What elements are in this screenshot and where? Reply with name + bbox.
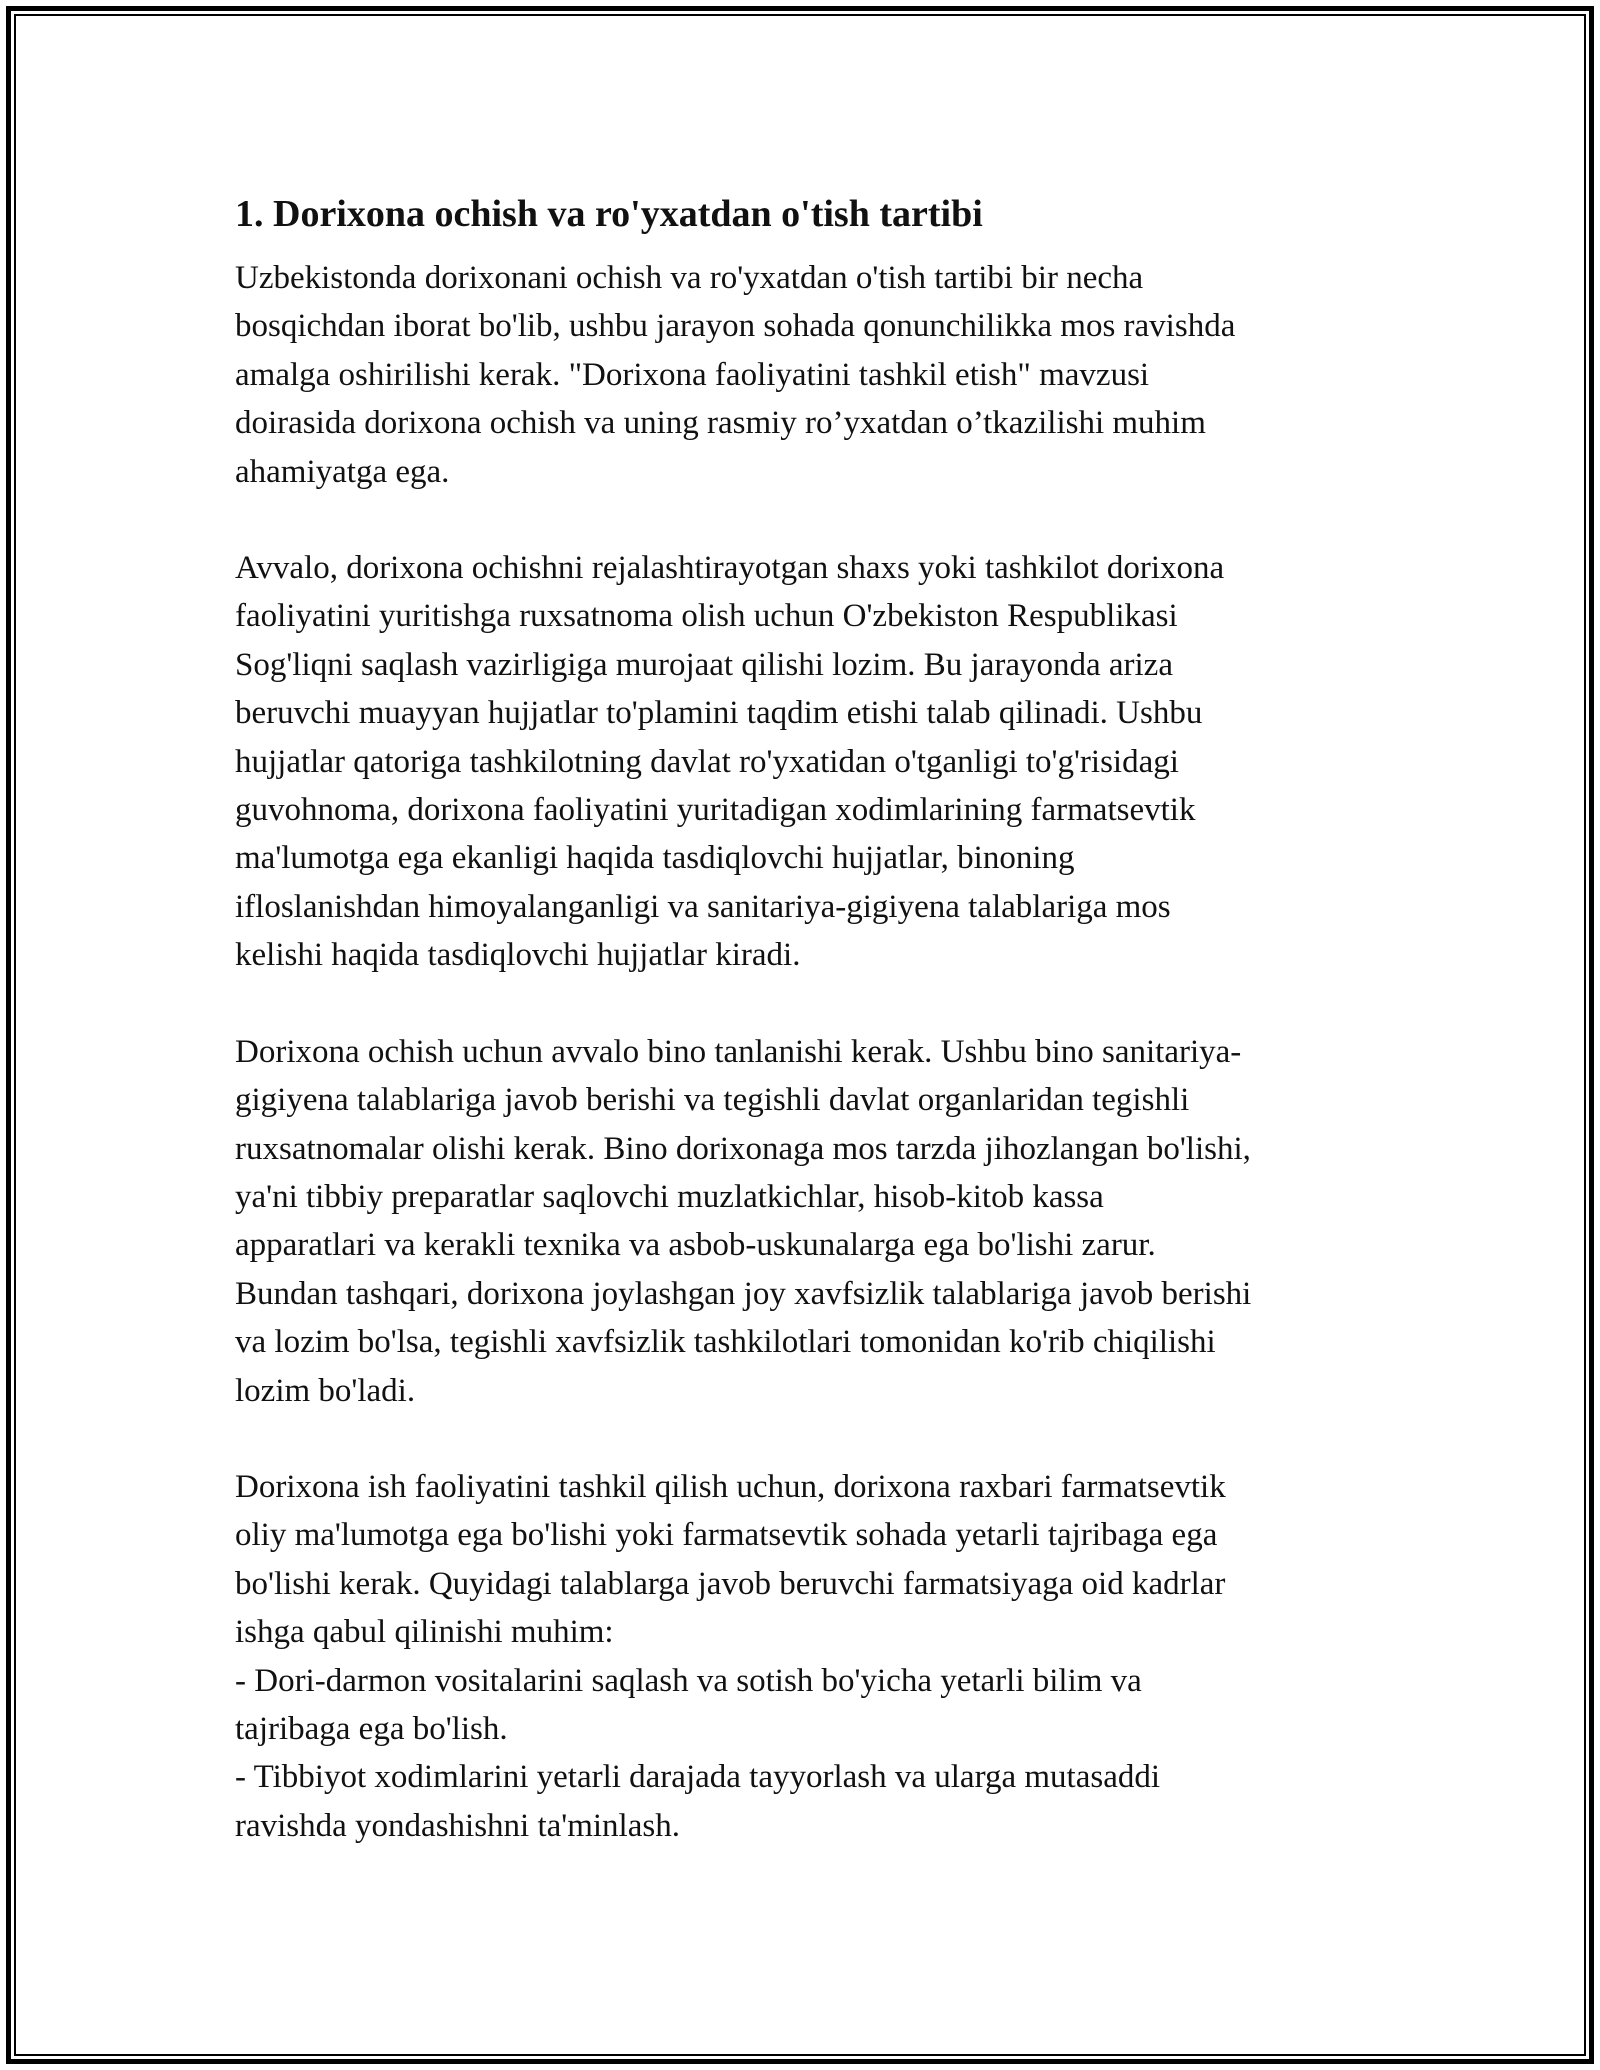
text-line: bo'lishi kerak. Quyidagi talablarga javob beruvchi farmatsiyaga oid kadrlar bbox=[235, 1565, 1226, 1602]
text-line: ruxsatnomalar olishi kerak. Bino dorixonaga mos tarzda jihozlangan bo'lishi, bbox=[235, 1130, 1251, 1167]
document-body bbox=[235, 186, 1375, 1850]
text-line: doirasida dorixona ochish va uning rasmiy ro’yxatdan o’tkazilishi muhim bbox=[235, 405, 1206, 442]
section-title: 1. Dorixona ochish va ro'yxatdan o'tish tartibi bbox=[235, 193, 983, 235]
text-line: gigiyena talablariga javob berishi va tegishli davlat organlaridan tegishli bbox=[235, 1082, 1190, 1119]
paragraph-2 bbox=[235, 544, 1375, 980]
text-line: ya'ni tibbiy preparatlar saqlovchi muzlatkichlar, hisob-kitob kassa bbox=[235, 1178, 1104, 1215]
text-line: apparatlari va kerakli texnika va asbob-uskunalarga ega bo'lishi zarur. bbox=[235, 1227, 1156, 1264]
list-item: - Dori-darmon vositalarini saqlash va sotish bo'yicha yetarli bilim va bbox=[235, 1662, 1142, 1699]
text-line: ma'lumotga ega ekanligi haqida tasdiqlovchi hujjatlar, binoning bbox=[235, 840, 1075, 877]
paragraph-3 bbox=[235, 1028, 1375, 1415]
text-line: beruvchi muayyan hujjatlar to'plamini taqdim etishi talab qilinadi. Ushbu bbox=[235, 695, 1203, 732]
text-line: bosqichdan iborat bo'lib, ushbu jarayon sohada qonunchilikka mos ravishda bbox=[235, 308, 1236, 345]
text-line: va lozim bo'lsa, tegishli xavfsizlik tashkilotlari tomonidan ko'rib chiqilishi bbox=[235, 1324, 1216, 1361]
text-line: Dorixona ochish uchun avvalo bino tanlanishi kerak. Ushbu bino sanitariya- bbox=[235, 1033, 1242, 1070]
text-line: faoliyatini yuritishga ruxsatnoma olish uchun O'zbekiston Respublikasi bbox=[235, 598, 1178, 635]
text-line: ahamiyatga ega. bbox=[235, 453, 450, 490]
text-line: ishga qabul qilinishi muhim: bbox=[235, 1614, 614, 1651]
text-line: Dorixona ish faoliyatini tashkil qilish uchun, dorixona raxbari farmatsevtik bbox=[235, 1468, 1226, 1505]
text-line: oliy ma'lumotga ega bo'lishi yoki farmatsevtik sohada yetarli tajribaga ega bbox=[235, 1517, 1218, 1554]
text-line: hujjatlar qatoriga tashkilotning davlat ro'yxatidan o'tganligi to'g'risidagi bbox=[235, 743, 1179, 780]
text-line: guvohnoma, dorixona faoliyatini yuritadigan xodimlarining farmatsevtik bbox=[235, 792, 1196, 829]
text-line: kelishi haqida tasdiqlovchi hujjatlar kiradi. bbox=[235, 937, 801, 974]
text-line: ravishda yondashishni ta'minlash. bbox=[235, 1807, 680, 1844]
text-line: tajribaga ega bo'lish. bbox=[235, 1710, 508, 1747]
text-line: ifloslanishdan himoyalanganligi va sanitariya-gigiyena talablariga mos bbox=[235, 888, 1171, 925]
list-item: - Tibbiyot xodimlarini yetarli darajada tayyorlash va ularga mutasaddi bbox=[235, 1759, 1161, 1796]
text-line: Bundan tashqari, dorixona joylashgan joy xavfsizlik talablariga javob berishi bbox=[235, 1275, 1252, 1312]
text-line: Uzbekistonda dorixonani ochish va ro'yxatdan o'tish tartibi bir necha bbox=[235, 260, 1144, 296]
paragraph-4 bbox=[235, 1463, 1375, 1850]
text-line: amalga oshirilishi kerak. "Dorixona faoliyatini tashkil etish" mavzusi bbox=[235, 356, 1150, 393]
text-line: lozim bo'ladi. bbox=[235, 1372, 416, 1409]
text-line: Sog'liqni saqlash vazirligiga murojaat qilishi lozim. Bu jarayonda ariza bbox=[235, 646, 1173, 683]
text-line: Avvalo, dorixona ochishni rejalashtirayotgan shaxs yoki tashkilot dorixona bbox=[235, 550, 1225, 587]
paragraph-1 bbox=[235, 254, 1375, 496]
